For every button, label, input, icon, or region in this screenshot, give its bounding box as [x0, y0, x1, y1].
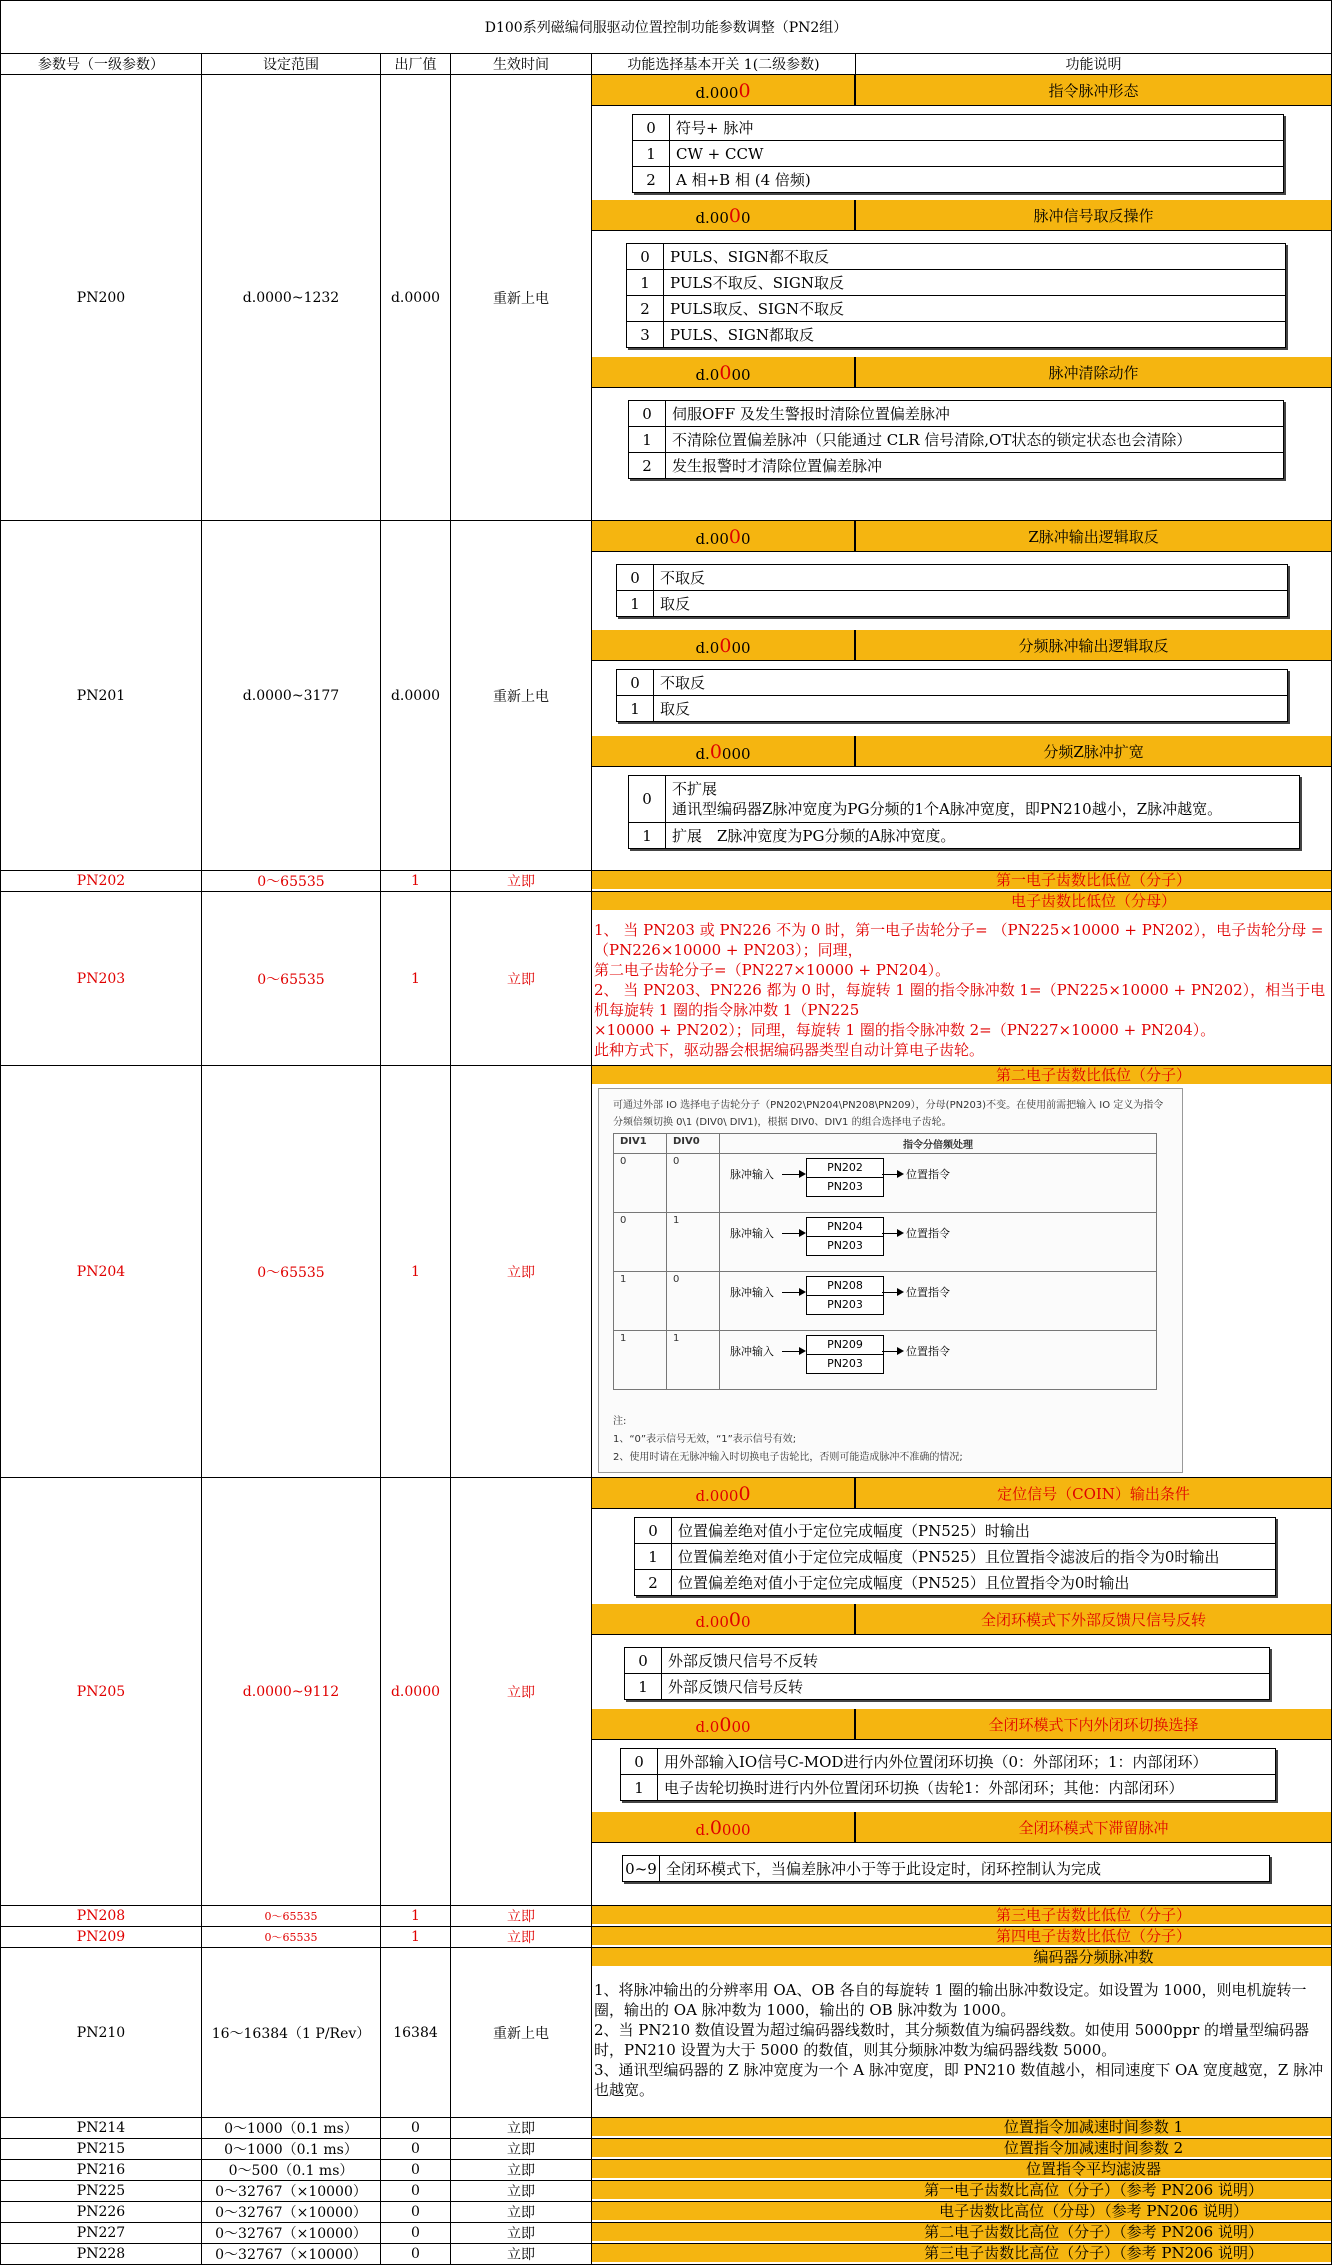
section-title: 定位信号（COIN）输出条件 — [997, 1484, 1190, 1503]
table-row: PN214 0～1000（0.1 ms） 0 立即 位置指令加减速时间参数 1 — [1, 2118, 1332, 2139]
header-range: 设定范围 — [202, 54, 381, 75]
option-table: 0 不取反 1 取反 — [616, 564, 1288, 617]
option-table: 0 外部反馈尺信号不反转 1 外部反馈尺信号反转 — [624, 1647, 1270, 1700]
pn200-range: d.0000~1232 — [202, 75, 381, 521]
pn203-default: 1 — [381, 892, 451, 1066]
pn204-default: 1 — [381, 1066, 451, 1478]
gear-select-table: DIV1 DIV0 指令分倍频处理 0 0 脉冲输入 PN202 PN203 位置指令 0 1 脉冲输入 PN204 PN203 位置指令 1 0 脉冲输入 PN208 PN203 位置指令 1 1 脉冲输入 PN209 PN203 位置指令 — [613, 1133, 1157, 1390]
pn205-detail — [592, 1478, 1332, 1906]
section-title: 指令脉冲形态 — [1048, 81, 1139, 100]
pn205-effect: 立即 — [451, 1478, 592, 1906]
pn209-effect: 立即 — [451, 1927, 592, 1948]
pn204-param: PN204 — [1, 1066, 202, 1478]
option-table: 0~9 全闭环模式下，当偏差脉冲小于等于此设定时，闭环控制认为完成 — [622, 1855, 1270, 1882]
section-title: 脉冲信号取反操作 — [1033, 206, 1154, 225]
pn201-range: d.0000~3177 — [202, 521, 381, 871]
pn204-effect: 立即 — [451, 1066, 592, 1478]
pn203-notes: 1、 当 PN203 或 PN226 不为 0 时，第一电子齿轮分子= （PN225×10000 + PN202），电子齿轮分母 =（PN226×10000 + PN203）；同理， 第二电子齿轮分子=（PN227×10000 + PN204）。 2、 当 PN203、PN226 都为 0 时，每旋转 1 圈的指令脉冲数 1=（PN225×10000 + PN202），相当于电机每旋转 1 圈的指令脉冲数 1（PN225 ×10000 + PN202）；同理，每旋转 1 圈的指令脉冲数 2=（PN227×10000 + PN204）。 此种方式下，驱动器会根据编码器类型自动计算电子齿轮。 — [594, 921, 1326, 1059]
pn208-effect: 立即 — [451, 1906, 592, 1927]
pn208-param: PN208 — [1, 1906, 202, 1927]
pn208-range: 0～65535 — [202, 1906, 381, 1927]
pn210-notes: 1、将脉冲输出的分辨率用 OA、OB 各自的每旋转 1 圈的输出脉冲数设定。如设置为 1000，则电机旋转一圈，输出的 OA 脉冲数为 1000，输出的 OB 脉冲数为 1000。 2、当 PN210 数值设置为超过编码器线数时，其分频数值为编码器线数。如使用 5000ppr 的增量型编码器时，PN210 设置为大于 5000 的数值，则其分频脉冲数为编码器线数 5000。 3、通讯型编码器的 Z 脉冲宽度为一个 A 脉冲宽度，即 PN210 数值越小，相同速度下 OA 宽度越宽，Z 脉冲也越宽。 — [594, 1981, 1324, 2099]
table-row: PN226 0～32767（×10000） 0 立即 电子齿数比高位（分母）（参考 PN206 说明） — [1, 2202, 1332, 2223]
pn203-param: PN203 — [1, 892, 202, 1066]
pn203-detail: 电子齿数比低位（分母） 1、 当 PN203 或 PN226 不为 0 时，第一电子齿轮分子= （PN225×10000 + PN202），电子齿轮分母 =（PN226×10000 + PN203）；同理， 第二电子齿轮分子=（PN227×10000 + PN204）。 2、 当 PN203、PN226 都为 0 时，每旋转 1 圈的指令脉冲数 1=（PN225×10000 + PN202），相当于电机每旋转 1 圈的指令脉冲数 1（PN225 ×10000 + PN202）；同理，每旋转 1 圈的指令脉冲数 2=（PN227×10000 + PN204）。 此种方式下，驱动器会根据编码器类型自动计算电子齿轮。 — [592, 892, 1332, 1066]
section-title: 全闭环模式下外部反馈尺信号反转 — [981, 1610, 1207, 1629]
section-title: Z脉冲输出逻辑取反 — [1028, 527, 1159, 546]
section-header: d. 0 000 全闭环模式下滞留脉冲 — [592, 1812, 1331, 1843]
pn205-param: PN205 — [1, 1478, 202, 1906]
section-title: 分频脉冲输出逻辑取反 — [1018, 636, 1169, 655]
pn200-effect: 重新上电 — [451, 75, 592, 521]
pn204-range: 0～65535 — [202, 1066, 381, 1478]
gear-select-figure: 可通过外部 IO 选择电子齿轮分子（PN202\PN204\PN208\PN209），分母(PN203)不变。在使用前需把输入 IO 定义为指令分频倍频切换 0\1 (DIV0\ DIV1)，根据 DIV0、DIV1 的组合选择电子齿轮。 DIV1 DIV0 指令分倍频处理 0 0 脉冲输入 PN202 PN203 位置指令 0 1 脉冲输入 PN204 PN203 位置指令 1 0 脉冲输入 PN208 PN203 位置指令 1 1 脉冲输入 PN209 PN203 位置指令 注: 1、“0”表示信号无效，“1”表示信号有效; 2、使用时请在无脉冲输入时切换电子齿轮比，否则可能造成脉冲不准确的情况; — [598, 1088, 1183, 1473]
pn205-range: d.0000~9112 — [202, 1478, 381, 1906]
table-row: PN225 0～32767（×10000） 0 立即 第一电子齿数比高位（分子）（参考 PN206 说明） — [1, 2181, 1332, 2202]
page-title: D100系列磁编伺服驱动位置控制功能参数调整（PN2组） — [1, 1, 1332, 54]
pn200-param: PN200 — [1, 75, 202, 521]
table-row: PN216 0～500（0.1 ms） 0 立即 位置指令平均滤波器 — [1, 2160, 1332, 2181]
table-row: PN227 0～32767（×10000） 0 立即 第二电子齿数比高位（分子）（参考 PN206 说明） — [1, 2223, 1332, 2244]
pn202-desc: 第一电子齿数比低位（分子） — [592, 871, 1332, 892]
pn202-param: PN202 — [1, 871, 202, 892]
pn203-range: 0～65535 — [202, 892, 381, 1066]
pn209-range: 0～65535 — [202, 1927, 381, 1948]
pn209-param: PN209 — [1, 1927, 202, 1948]
section-title: 全闭环模式下滞留脉冲 — [1018, 1818, 1169, 1837]
pn201-detail — [592, 521, 1332, 871]
option-table: 0 用外部输入IO信号C-MOD进行内外位置闭环切换（0：外部闭环；1：内部闭环） 1 电子齿轮切换时进行内外位置闭环切换（齿轮1：外部闭环；其他：内部闭环） — [620, 1748, 1276, 1801]
section-header: d.00 0 0 Z脉冲输出逻辑取反 — [592, 521, 1331, 552]
option-table: 0 PULS、SIGN都不取反 1 PULS不取反、SIGN取反 2 PULS取反、SIGN不取反 3 PULS、SIGN都取反 — [626, 243, 1286, 348]
pn202-effect: 立即 — [451, 871, 592, 892]
option-table: 0 不扩展 通讯型编码器Z脉冲宽度为PG分频的1个A脉冲宽度，即PN210越小，Z脉冲越宽。 1 扩展 Z脉冲宽度为PG分频的A脉冲宽度。 — [628, 775, 1300, 849]
header-param: 参数号（一级参数） — [1, 54, 202, 75]
pn208-default: 1 — [381, 1906, 451, 1927]
section-header: d.0 0 00 分频脉冲输出逻辑取反 — [592, 630, 1331, 661]
pn209-default: 1 — [381, 1927, 451, 1948]
section-header: d.000 0 指令脉冲形态 — [592, 75, 1331, 106]
section-header: d.00 0 0 脉冲信号取反操作 — [592, 200, 1331, 231]
section-header: d.000 0 定位信号（COIN）输出条件 — [592, 1478, 1331, 1509]
header-desc: 功能说明 — [856, 54, 1332, 75]
pn209-desc: 第四电子齿数比低位（分子） — [592, 1927, 1332, 1948]
pn202-range: 0～65535 — [202, 871, 381, 892]
section-header: d.0 0 00 脉冲清除动作 — [592, 357, 1331, 388]
pn205-default: d.0000 — [381, 1478, 451, 1906]
option-table: 0 伺服OFF 及发生警报时清除位置偏差脉冲 1 不清除位置偏差脉冲（只能通过 CLR 信号清除,OT状态的锁定状态也会清除） 2 发生报警时才清除位置偏差脉冲 — [628, 400, 1284, 479]
header-func-switch: 功能选择基本开关 1(二级参数) — [592, 54, 856, 75]
pn210-range: 16～16384（1 P/Rev） — [202, 1948, 381, 2118]
pn201-default: d.0000 — [381, 521, 451, 871]
pn200-default: d.0000 — [381, 75, 451, 521]
pn201-effect: 重新上电 — [451, 521, 592, 871]
pn200-detail — [592, 75, 1332, 521]
pn210-param: PN210 — [1, 1948, 202, 2118]
pn204-detail: 第二电子齿数比低位（分子） 可通过外部 IO 选择电子齿轮分子（PN202\PN204\PN208\PN209），分母(PN203)不变。在使用前需把输入 IO 定义为指令分频倍频切换 0\1 (DIV0\ DIV1)，根据 DIV0、DIV1 的组合选择电子齿轮。 DIV1 DIV0 指令分倍频处理 0 0 脉冲输入 PN202 PN203 位置指令 0 1 脉冲输入 PN204 PN203 位置指令 1 0 脉冲输入 PN208 PN203 位置指令 1 1 脉冲输入 PN209 PN203 位置指令 注: 1、“0”表示信号无效，“1”表示信号有效; 2、使用时请在无脉冲输入时切换电子齿轮比，否则可能造成脉冲不准确的情况; — [592, 1066, 1332, 1478]
option-table: 0 不取反 1 取反 — [616, 669, 1288, 722]
section-header: d.0 0 00 全闭环模式下内外闭环切换选择 — [592, 1709, 1331, 1740]
section-header: d. 0 000 分频Z脉冲扩宽 — [592, 736, 1331, 767]
pn210-default: 16384 — [381, 1948, 451, 2118]
header-default: 出厂值 — [381, 54, 451, 75]
table-row: PN228 0～32767（×10000） 0 立即 第三电子齿数比高位（分子）（参考 PN206 说明） — [1, 2244, 1332, 2265]
pn203-effect: 立即 — [451, 892, 592, 1066]
pn210-detail: 编码器分频脉冲数 1、将脉冲输出的分辨率用 OA、OB 各自的每旋转 1 圈的输出脉冲数设定。如设置为 1000，则电机旋转一圈，输出的 OA 脉冲数为 1000，输出的 OB 脉冲数为 1000。 2、当 PN210 数值设置为超过编码器线数时，其分频数值为编码器线数。如使用 5000ppr 的增量型编码器时，PN210 设置为大于 5000 的数值，则其分频脉冲数为编码器线数 5000。 3、通讯型编码器的 Z 脉冲宽度为一个 A 脉冲宽度，即 PN210 数值越小，相同速度下 OA 宽度越宽，Z 脉冲也越宽。 — [592, 1948, 1332, 2118]
section-title: 脉冲清除动作 — [1048, 363, 1139, 382]
section-title: 分频Z脉冲扩宽 — [1043, 742, 1144, 761]
pn208-desc: 第三电子齿数比低位（分子） — [592, 1906, 1332, 1927]
header-effect: 生效时间 — [451, 54, 592, 75]
section-title: 全闭环模式下内外闭环切换选择 — [988, 1715, 1199, 1734]
pn202-default: 1 — [381, 871, 451, 892]
option-table: 0 位置偏差绝对值小于定位完成幅度（PN525）时输出 1 位置偏差绝对值小于定位完成幅度（PN525）且位置指令滤波后的指令为0时输出 2 位置偏差绝对值小于定位完成幅度（PN525）且位置指令为0时输出 — [634, 1517, 1276, 1596]
pn210-effect: 重新上电 — [451, 1948, 592, 2118]
option-table: 0 符号+ 脉冲 1 CW + CCW 2 A 相+B 相 (4 倍频) — [632, 114, 1284, 193]
pn201-param: PN201 — [1, 521, 202, 871]
section-header: d.00 0 0 全闭环模式下外部反馈尺信号反转 — [592, 1604, 1331, 1635]
table-row: PN215 0～1000（0.1 ms） 0 立即 位置指令加减速时间参数 2 — [1, 2139, 1332, 2160]
